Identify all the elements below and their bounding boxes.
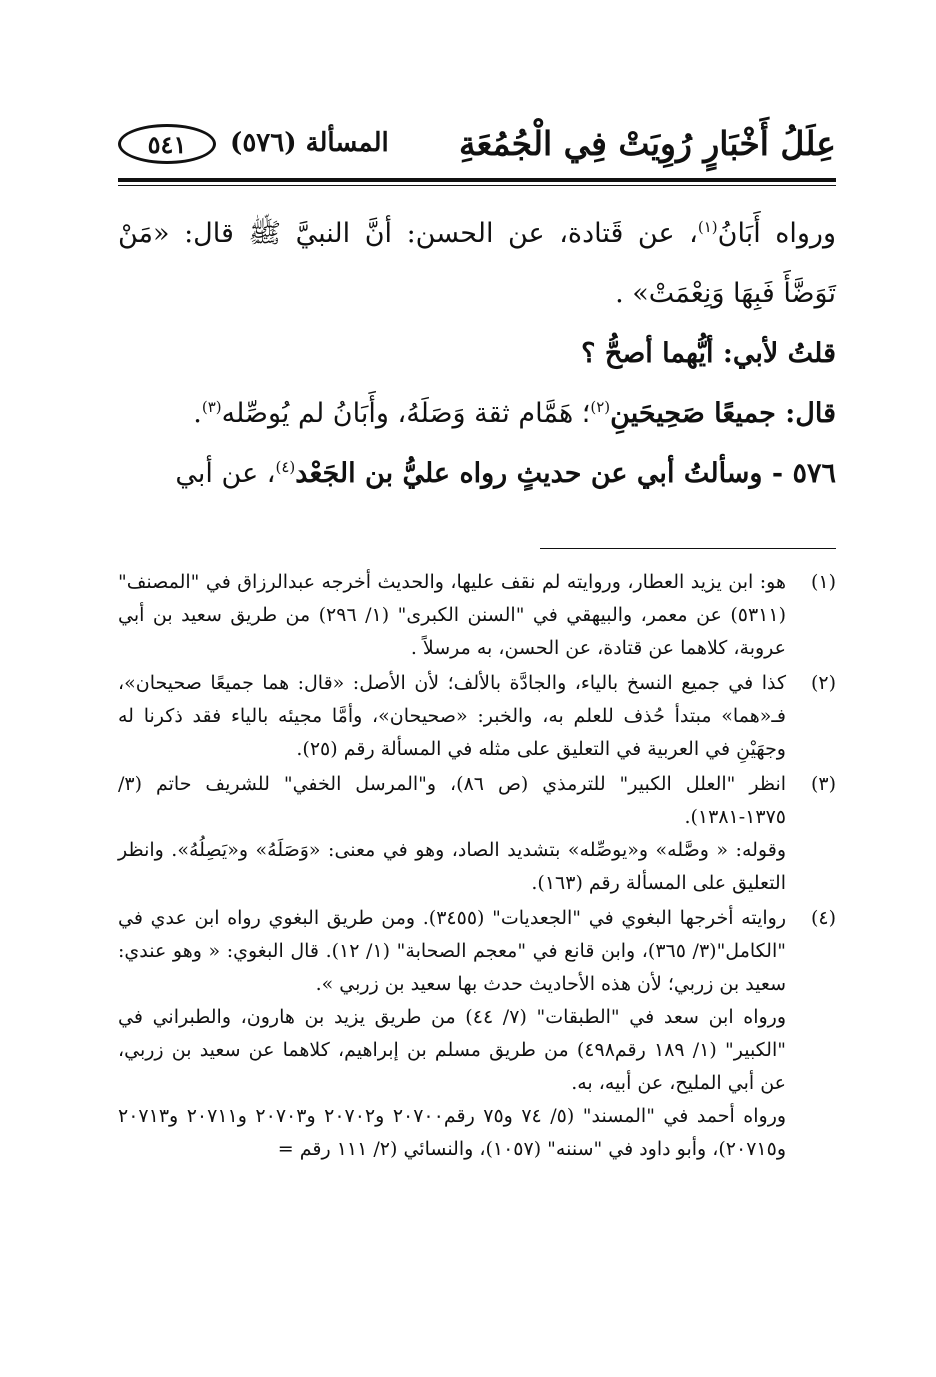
main-text bbox=[118, 204, 836, 504]
page-number-badge bbox=[118, 124, 216, 164]
paragraph-4-text-b: ، عن أبي bbox=[175, 458, 276, 489]
paragraph-3 bbox=[118, 384, 836, 444]
paragraph-2 bbox=[118, 324, 836, 384]
paragraph-2-text: قلتُ لأبي: أيُّهما أصحُّ ؟ bbox=[581, 338, 836, 369]
paragraph-1-text-a: ورواه أَبَانُ bbox=[717, 218, 837, 249]
header-rule-thick bbox=[118, 178, 836, 182]
footnote-number: (١) bbox=[810, 571, 836, 593]
footnotes bbox=[118, 566, 836, 1168]
footnote-text: وقوله: « وصَّله» و«يوصِّله» بتشديد الصاد، وهو في معنى: «وَصَلَهُ» و«يَصِلُهُ». وانظر التعليق على المسألة رقم (١٦٣). bbox=[118, 839, 786, 894]
paragraph-1-text-b: ، عن قَتادة، عن الحسن: أنَّ النبيَّ ﷺ قال: «مَنْ تَوَضَّأَ فَبِهَا وَنِعْمَتْ» . bbox=[118, 218, 836, 309]
footnote-ref-1: (١) bbox=[697, 218, 718, 236]
paragraph-1 bbox=[118, 204, 836, 324]
page-header bbox=[118, 118, 836, 180]
header-rule-thin bbox=[118, 185, 836, 186]
footnote-text: هو: ابن يزيد العطار، وروايته لم نقف عليها، والحديث أخرجه عبدالرزاق في "المصنف" (٥٣١١) عن معمر، والبيهقي في "السنن الكبرى" (١/ ٢٩٦) من طريق سعيد بن أبي عروبة، كلاهما عن قتادة، عن الحسن، به مرسلاً . bbox=[118, 571, 786, 659]
footnote-3 bbox=[118, 768, 836, 900]
footnote-separator bbox=[540, 548, 836, 549]
footnote-text: انظر "العلل الكبير" للترمذي (ص ٨٦)، و"المرسل الخفي" للشريف حاتم (٣/ ١٣٧٥-١٣٨١). bbox=[118, 773, 787, 828]
paragraph-3-text-c: . bbox=[193, 398, 202, 429]
paragraph-3-text-a: قال: جميعًا صَحِيحَينِ bbox=[610, 398, 836, 429]
footnote-ref-4: (٤) bbox=[275, 458, 296, 476]
footnote-1 bbox=[118, 566, 836, 665]
footnote-ref-3: (٣) bbox=[201, 398, 222, 416]
footnote-ref-2: (٢) bbox=[590, 398, 611, 416]
footnote-text: روايته أخرجها البغوي في "الجعديات" (٣٤٥٥). ومن طريق البغوي رواه ابن عدي في "الكامل"(٣/ ٣٦٥)، وابن قانع في "معجم الصحابة" (١/ ١٢). قال البغوي: « وهو عندي: سعيد بن زربي؛ لأن هذه الأحاديث حدث بها سعيد بن زربي ». bbox=[118, 907, 787, 995]
paragraph-4 bbox=[118, 444, 836, 504]
running-title: عِلَلُ أَخْبَارٍ رُوِيَتْ فِي الْجُمُعَةِ bbox=[458, 124, 836, 163]
footnote-text: ورواه ابن سعد في "الطبقات" (٧/ ٤٤) من طريق يزيد بن هارون، والطبراني في "الكبير" (١/ ١٨٩ رقم٤٩٨) من طريق مسلم بن إبراهيم، كلاهما عن سعيد بن زربي، عن أبي المليح، عن أبيه، به. bbox=[118, 1006, 787, 1094]
page-number: ٥٤١ bbox=[147, 129, 187, 159]
paragraph-3-text-b: ؛ هَمَّام ثقة وَصَلَهُ، وأَبَانُ لم يُوصِّله bbox=[221, 398, 591, 429]
footnote-number: (٢) bbox=[810, 672, 836, 694]
paragraph-4-text-a: ٥٧٦ - وسألتُ أبي عن حديثٍ رواه عليُّ بن الجَعْد bbox=[295, 458, 836, 489]
footnote-2 bbox=[118, 667, 836, 766]
footnote-number: (٣) bbox=[810, 773, 836, 795]
footnote-text: ورواه أحمد في "المسند" (٥/ ٧٤ و٧٥ رقم٢٠٧٠٠ و٢٠٧٠٢ و٢٠٧٠٣ و٢٠٧١١ و٢٠٧١٣ و٢٠٧١٥)، وأبو داود في "سننه" (١٠٥٧)، والنسائي (٢/ ١١١ رقم = bbox=[118, 1105, 787, 1160]
footnote-4 bbox=[118, 902, 836, 1166]
footnote-text: كذا في جميع النسخ بالياء، والجادَّة بالألف؛ لأن الأصل: «قال: هما جميعًا صحيحان»، فـ«هما» مبتدأ حُذف للعلم به، والخبر: «صحيحان»، وأمَّا مجيئه بالياء فقد ذكرنا له وجهَيْنِ في العربية في التعليق على مثله في المسألة رقم (٢٥). bbox=[118, 672, 786, 760]
issue-label: المسألة (٥٧٦) bbox=[230, 128, 389, 158]
footnote-number: (٤) bbox=[810, 907, 836, 929]
